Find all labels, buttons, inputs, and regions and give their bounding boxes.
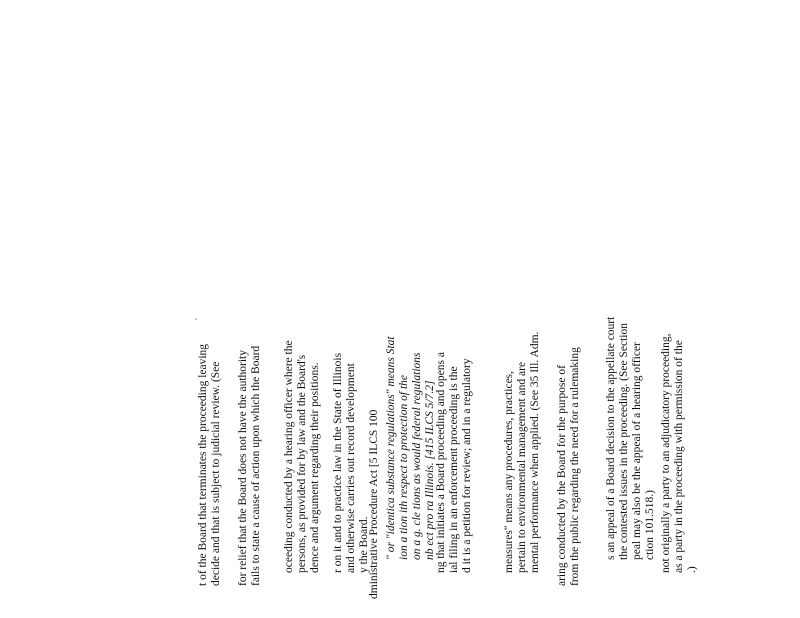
text-line: fails to state a cause of action upon which the Board — [250, 345, 262, 586]
text-line: decide and that is subject to judicial review. (See — [210, 361, 222, 586]
text-line: persons, as provided for by law and the Board's — [296, 354, 308, 573]
text-block-inquiry-hearing — [556, 347, 582, 586]
text-line: ction 101.518.) — [644, 490, 656, 560]
text-line: " or "identica substance regulations" means Stat — [385, 336, 397, 560]
text-line: ial filing in an enforcement proceeding is the — [448, 366, 460, 573]
text-line: from the public regarding the need for a rulemaking — [569, 347, 581, 586]
text-block-final-order — [197, 344, 223, 586]
text-line: s an appeal of a Board decision to the appellate court — [605, 316, 617, 560]
text-line: dence and argument regarding their positions. — [309, 362, 321, 573]
text-line: on a g. cle tions as would federal regulations — [411, 352, 423, 560]
text-line: y the Board. — [358, 516, 370, 573]
text-line: pertain to environmental management and are — [516, 361, 528, 573]
text-line: d it is a petition for review; and in a regulatory — [461, 358, 473, 573]
text-line: aring conducted by the Board for the purpose of — [556, 365, 568, 586]
text-line: and otherwise carries out record development — [345, 363, 357, 573]
text-line: as a party in the proceeding with permission of the — [673, 340, 685, 573]
text-line: mental performance when applied. (See 35 Ill. Adm. — [529, 331, 541, 573]
text-line: the contested issues in the proceeding. (See Section — [618, 323, 630, 560]
scan-speck — [195, 318, 197, 320]
text-block-hearing — [283, 340, 322, 573]
text-block-frivolous — [237, 346, 263, 586]
text-line: dministrative Procedure Act [5 ILCS 100 — [368, 409, 380, 599]
text-line: for relief that the Board does not have the authority — [237, 350, 249, 586]
text-line: r on it and to practice law in the State of Illinois — [332, 352, 344, 573]
text-block-innovative-measures — [503, 332, 542, 573]
text-line: measures" means any procedures, practices, — [503, 370, 515, 573]
text-line: ion a tion ith respect to protection of the — [398, 374, 410, 560]
text-line: peal may also be the appeal of a hearing officer — [631, 342, 643, 560]
text-line: t of the Board that terminates the proceeding leaving — [197, 343, 209, 586]
text-block-initial-filing — [435, 352, 474, 573]
text-line: oceeding conducted by a hearing officer where the — [283, 340, 295, 573]
text-line: not originally a party to an adjudicatory proceeding, — [660, 333, 672, 573]
text-block-iapa — [368, 410, 381, 599]
text-block-interlocutory-appeal — [605, 317, 657, 560]
text-block-identical-in-substance — [385, 336, 437, 560]
text-block-intervenor — [660, 333, 699, 573]
text-line: ng that initiates a Board proceeding and opens a — [435, 352, 447, 573]
text-line: .) — [686, 566, 698, 573]
text-line: nb ect pro ra Illinois. [415 ILCS 5/7.2] — [424, 380, 436, 560]
text-block-hearing-officer — [332, 353, 371, 573]
